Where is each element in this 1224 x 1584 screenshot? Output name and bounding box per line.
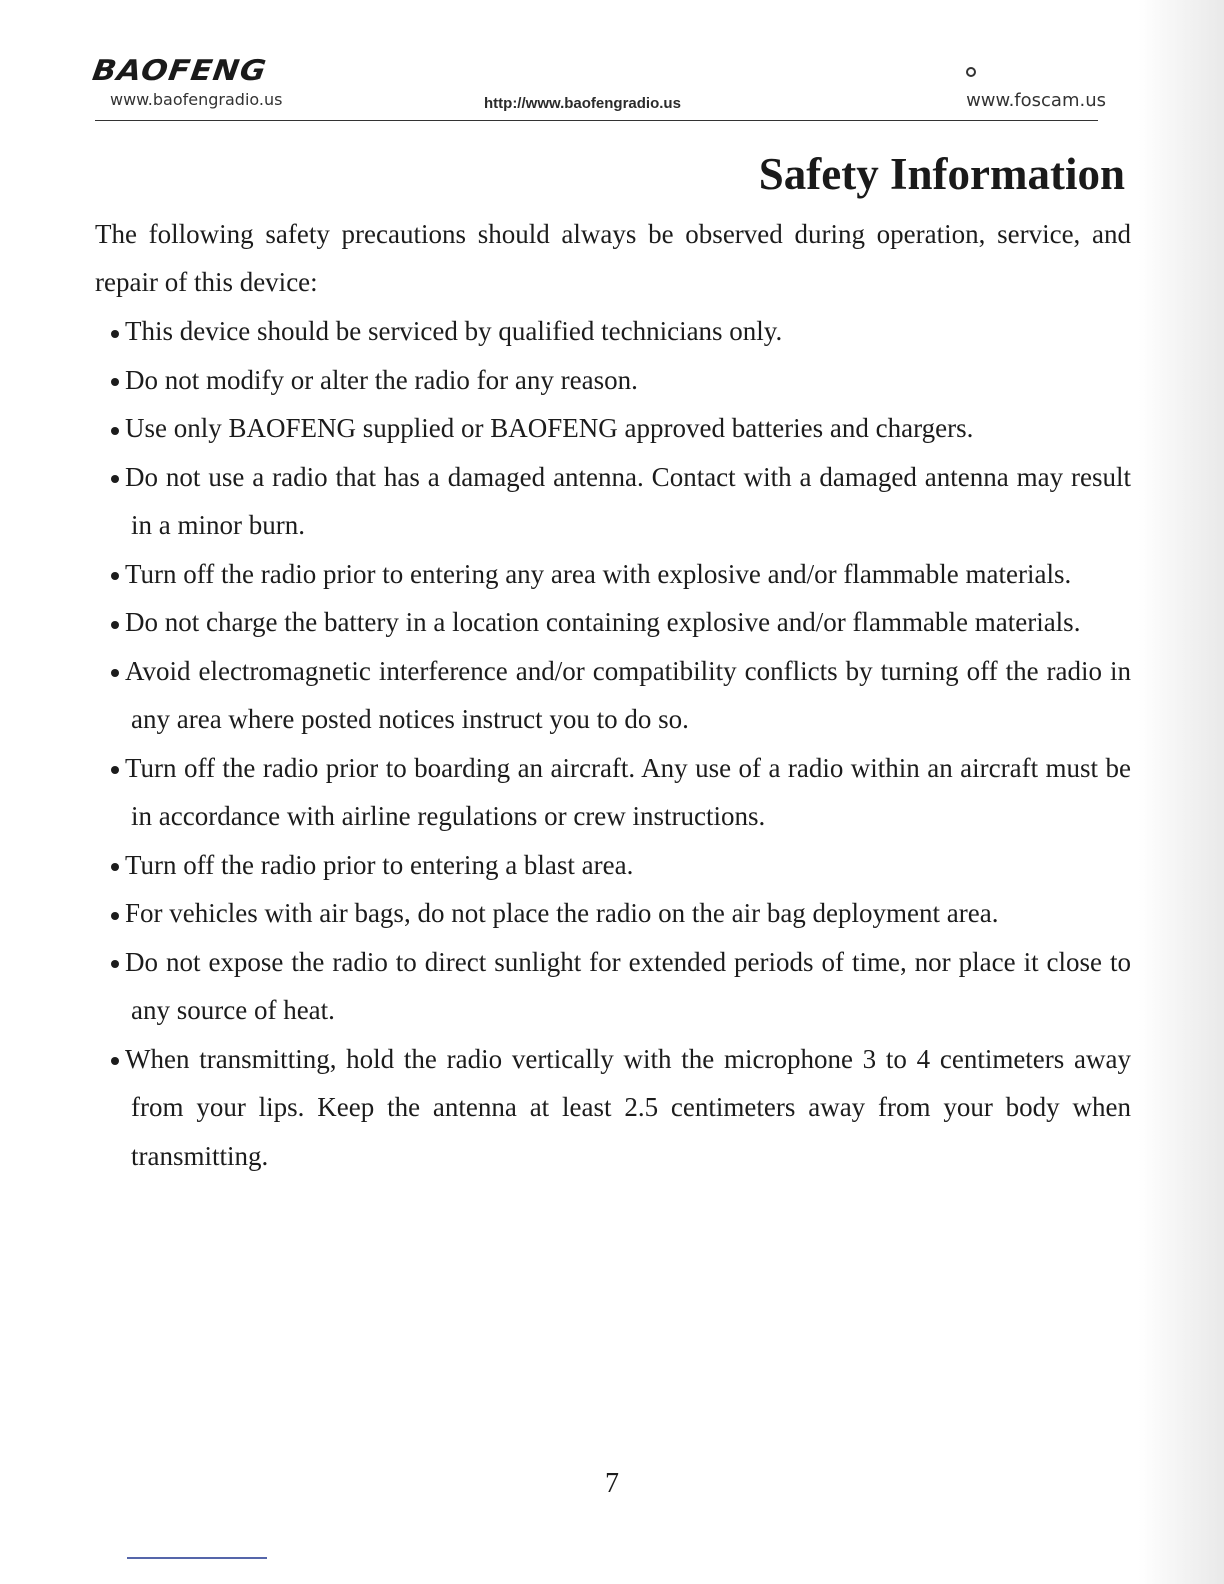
list-item: Avoid electromagnetic interference and/or compatibility conflicts by turning off the radio in any area where posted notices instruct you to do so. — [95, 647, 1131, 744]
list-item: When transmitting, hold the radio vertically with the microphone 3 to 4 centimeters away from your lips. Keep the antenna at least 2.5 centimeters away from your body when transmitting. — [95, 1035, 1131, 1181]
list-item: Do not modify or alter the radio for any reason. — [95, 356, 1131, 405]
list-item: Turn off the radio prior to entering any area with explosive and/or flammable materials. — [95, 550, 1131, 599]
list-item: For vehicles with air bags, do not place the radio on the air bag deployment area. — [95, 889, 1131, 938]
list-item: Do not use a radio that has a damaged antenna. Contact with a damaged antenna may result in a minor burn. — [95, 453, 1131, 550]
list-item: Do not charge the battery in a location containing explosive and/or flammable materials. — [95, 598, 1131, 647]
bullet-icon — [111, 427, 119, 435]
list-item: Do not expose the radio to direct sunlight for extended periods of time, nor place it close to any source of heat. — [95, 938, 1131, 1035]
list-item: Turn off the radio prior to entering a blast area. — [95, 841, 1131, 890]
bullet-icon — [111, 766, 119, 774]
circle-icon — [966, 67, 976, 77]
bullet-icon — [111, 912, 119, 920]
bullet-icon — [111, 1057, 119, 1065]
header-url-right: www.foscam.us — [966, 90, 1106, 111]
bullet-icon — [111, 475, 119, 483]
page-title: Safety Information — [758, 149, 1125, 199]
bullet-icon — [111, 572, 119, 580]
safety-list — [95, 307, 1131, 1180]
bullet-icon — [111, 378, 119, 386]
brand-logo: BAOFENG — [90, 54, 269, 88]
list-item: Turn off the radio prior to boarding an aircraft. Any use of a radio within an aircraft must be in accordance with airline regulations or crew instructions. — [95, 744, 1131, 841]
list-item: This device should be serviced by qualified technicians only. — [95, 307, 1131, 356]
list-item: Use only BAOFENG supplied or BAOFENG approved batteries and chargers. — [95, 404, 1131, 453]
page-header — [90, 52, 1106, 121]
bullet-icon — [111, 960, 119, 968]
page-number: 7 — [605, 1468, 619, 1499]
intro-paragraph: The following safety precautions should always be observed during operation, service, and repair of this device: — [95, 219, 1131, 297]
bullet-icon — [111, 669, 119, 677]
header-url-left: www.baofengradio.us — [110, 90, 283, 109]
bullet-icon — [111, 863, 119, 871]
footer-divider — [127, 1557, 267, 1559]
bullet-icon — [111, 330, 119, 338]
bullet-icon — [111, 621, 119, 629]
header-url-center: http://www.baofengradio.us — [484, 95, 681, 112]
